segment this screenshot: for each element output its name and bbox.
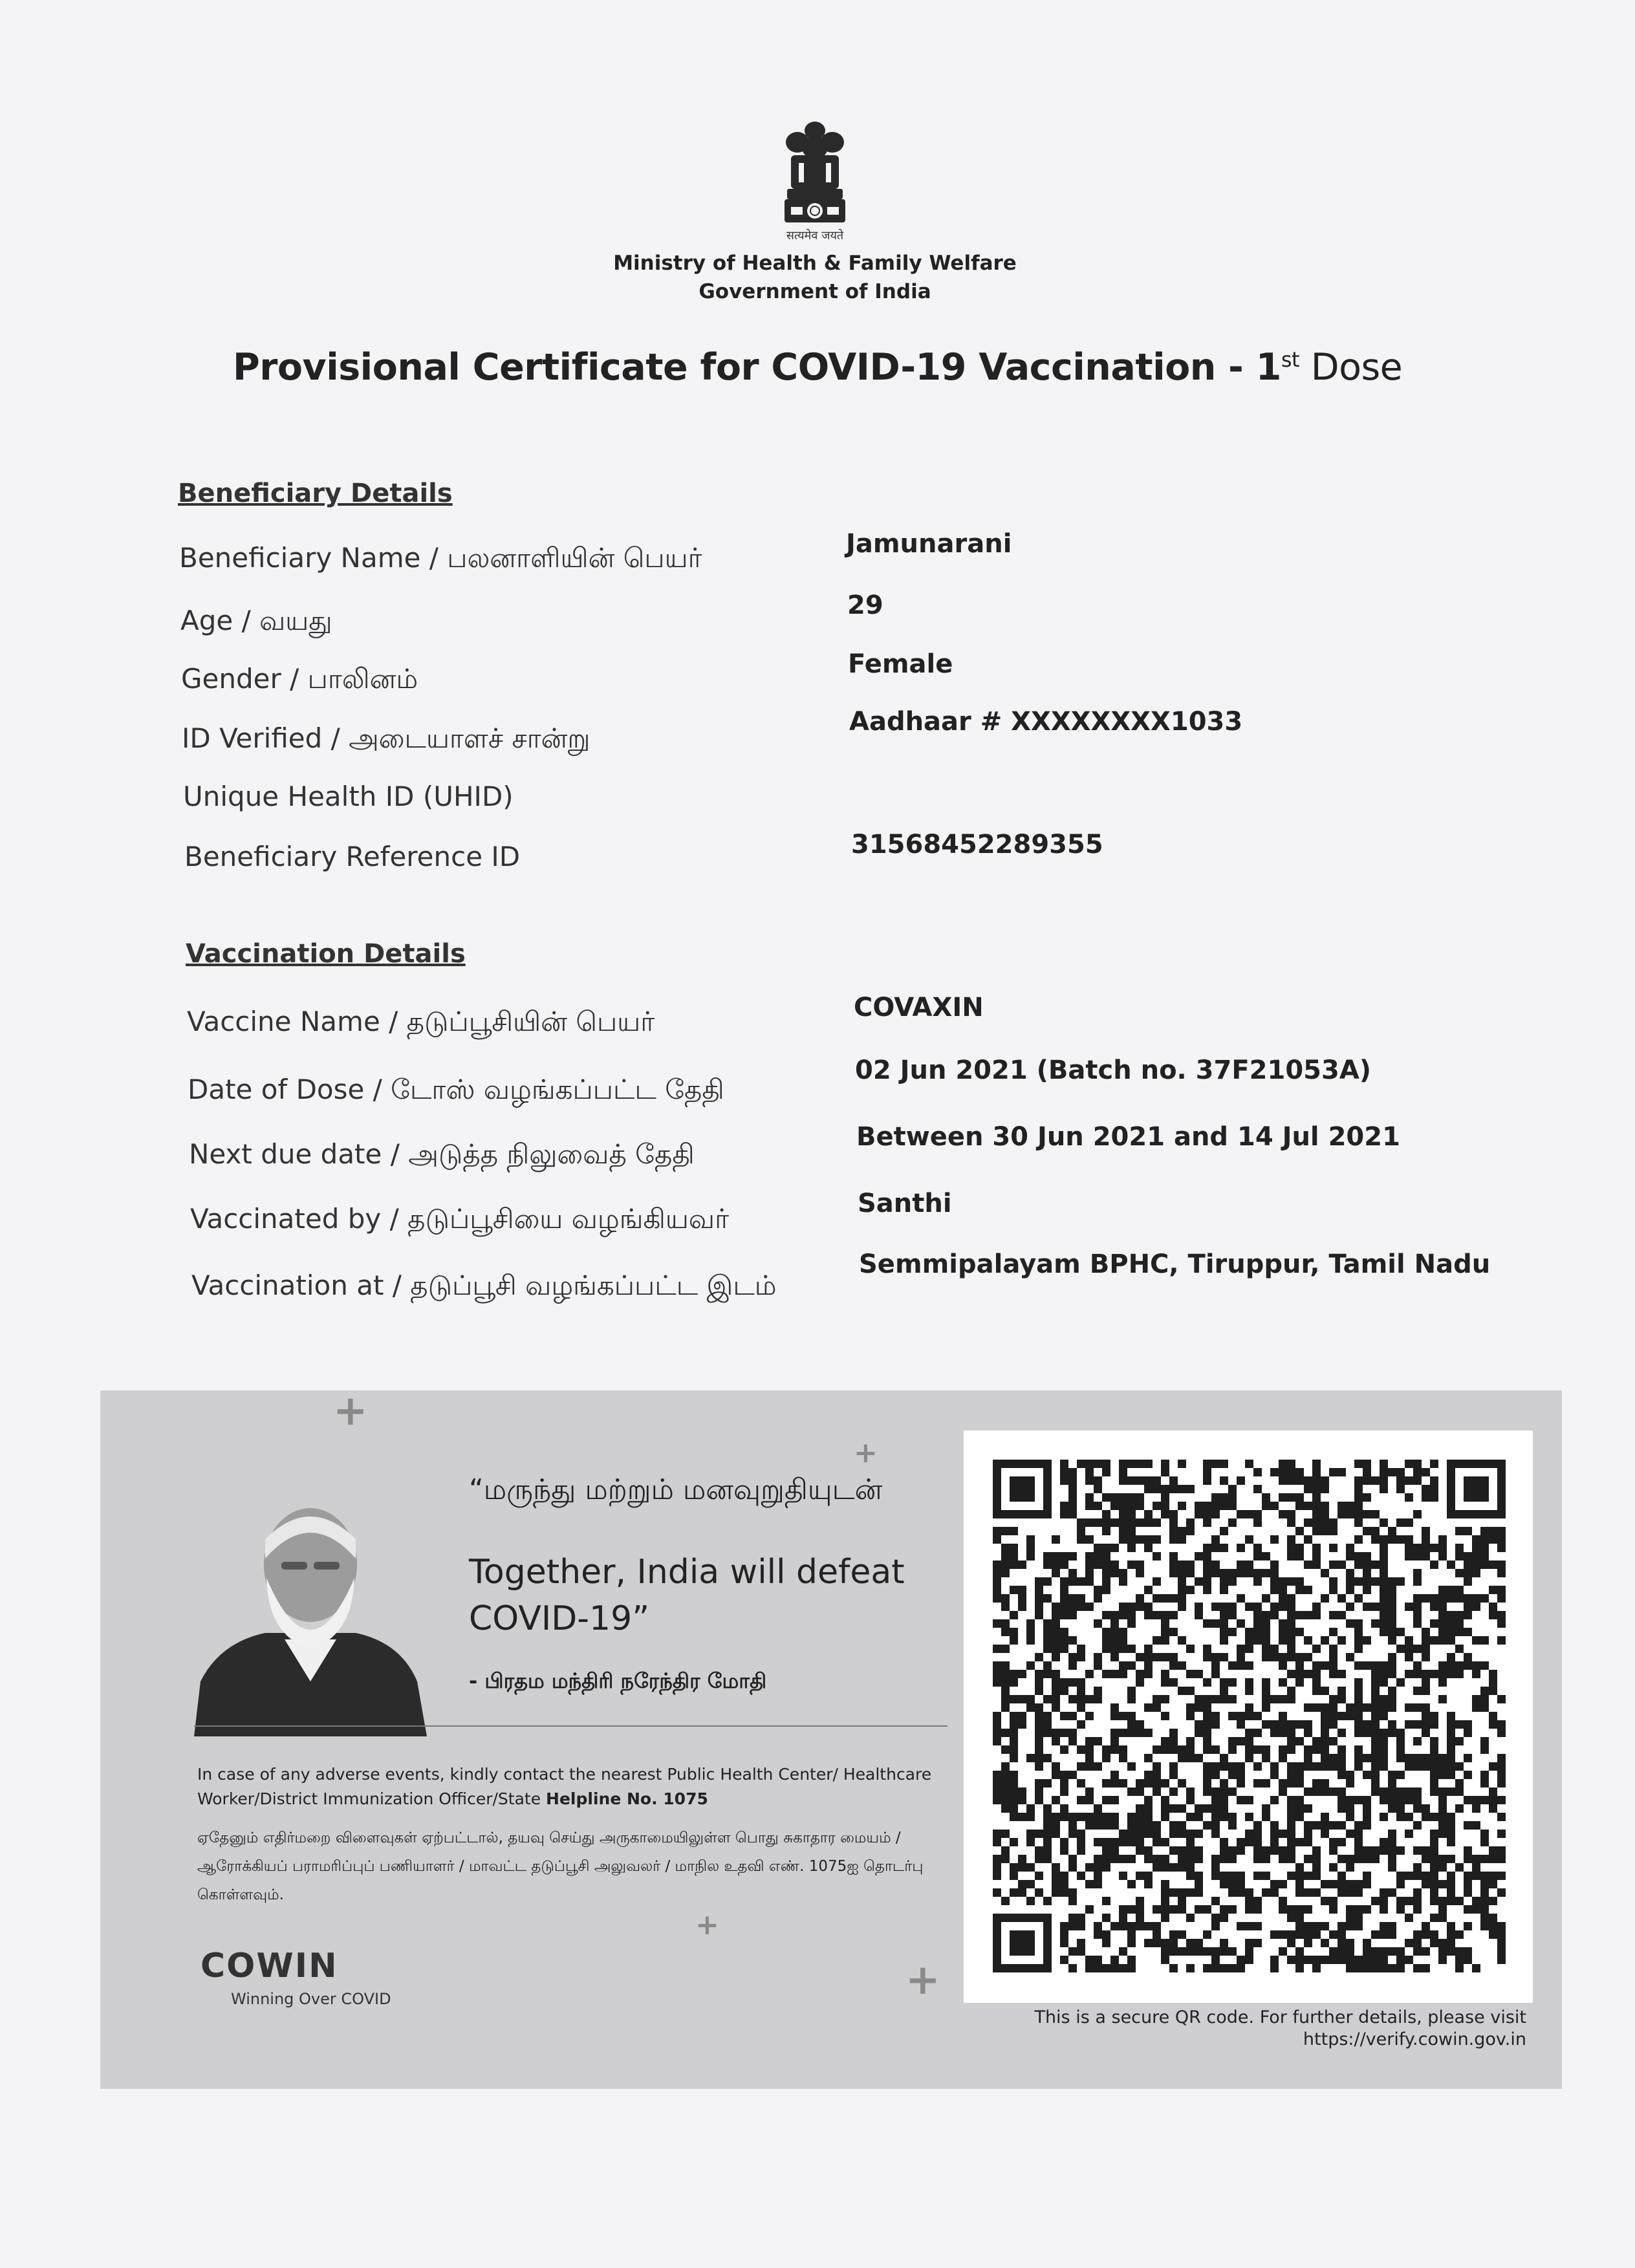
plus-icon: + xyxy=(905,1956,940,2004)
plus-icon: + xyxy=(695,1908,719,1941)
prime-minister-portrait xyxy=(194,1487,427,1736)
beneficiary-reference-id-value: 31568452289355 xyxy=(851,830,1103,859)
helpline-number: Helpline No. 1075 xyxy=(546,1789,708,1808)
age-label: Age / வயது xyxy=(180,605,332,636)
vaccination-at-label: Vaccination at / தடுப்பூசி வழங்கப்பட்ட இடம் xyxy=(191,1269,777,1301)
date-of-dose-label: Date of Dose / டோஸ் வழங்கப்பட்ட தேதி xyxy=(188,1074,724,1105)
quote-attribution: - பிரதம மந்திரி நரேந்திர மோதி xyxy=(469,1669,767,1693)
vaccine-name-value: COVAXIN xyxy=(854,993,984,1022)
next-due-date-label: Next due date / அடுத்த நிலுவைத் தேதி xyxy=(189,1138,695,1170)
qr-modules xyxy=(993,1460,1506,1972)
qr-caption xyxy=(931,2007,1526,2051)
date-of-dose-value: 02 Jun 2021 (Batch no. 37F21053A) xyxy=(855,1055,1372,1085)
title-dose: Dose xyxy=(1299,346,1403,389)
certificate-title xyxy=(233,346,1429,389)
vaccinated-by-value: Santhi xyxy=(858,1189,952,1218)
age-value: 29 xyxy=(847,590,883,620)
next-due-date-value: Between 30 Jun 2021 and 14 Jul 2021 xyxy=(856,1122,1400,1152)
plus-icon: + xyxy=(854,1436,878,1469)
beneficiary-name-value: Jamunarani xyxy=(846,529,1012,559)
beneficiary-name-label: Beneficiary Name / பலனாளியின் பெயர் xyxy=(179,542,702,574)
vaccinated-by-label: Vaccinated by / தடுப்பூசியை வழங்கியவர் xyxy=(190,1203,730,1235)
vaccination-at-value: Semmipalayam BPHC, Tiruppur, Tamil Nadu xyxy=(859,1249,1491,1279)
cowin-logo: COWIN xyxy=(200,1947,338,1985)
beneficiary-reference-id-label: Beneficiary Reference ID xyxy=(184,841,521,872)
divider xyxy=(194,1725,947,1727)
id-verified-value: Aadhaar # XXXXXXXX1033 xyxy=(849,707,1243,737)
cowin-tagline: Winning Over COVID xyxy=(231,1990,391,2008)
beneficiary-details-heading: Beneficiary Details xyxy=(178,479,453,508)
emblem-motto: सत्यमेव जयते xyxy=(786,229,844,243)
plus-icon: + xyxy=(333,1387,368,1435)
title-main: Provisional Certificate for COVID-19 Vaccination - 1 xyxy=(233,346,1281,389)
qr-code xyxy=(964,1431,1533,2003)
gender-value: Female xyxy=(848,649,953,679)
title-superscript: st xyxy=(1281,347,1300,372)
gender-label: Gender / பாலினம் xyxy=(181,663,418,695)
adverse-events-text: In case of any adverse events, kindly contact the nearest Public Health Center/ Healthcare Worker/District Immunization Officer/State xyxy=(197,1765,932,1808)
uhid-label: Unique Health ID (UHID) xyxy=(183,781,514,812)
qr-verify-link[interactable]: https://verify.cowin.gov.in xyxy=(1303,2029,1526,2049)
ministry-name xyxy=(582,249,1048,306)
national-emblem-icon xyxy=(773,116,857,246)
qr-caption-line-1: This is a secure QR code. For further details, please visit xyxy=(1034,2007,1526,2027)
quote-english: Together, India will defeat COVID-19” xyxy=(469,1553,905,1638)
adverse-events-notice-tamil: ஏதேனும் எதிர்மறை விளைவுகள் ஏற்பட்டால், தயவு செய்து அருகாமையிலுள்ள பொது சுகாதார மையம் / ஆரோக்கியப் பராமரிப்புப் பணியாளர் / மாவட்ட தடுப்பூசி அலுவலர் / மாநில உதவி எண். 1075ஐ தொடர்பு கொள்ளவும். xyxy=(197,1830,924,1903)
vaccine-name-label: Vaccine Name / தடுப்பூசியின் பெயர் xyxy=(187,1006,655,1037)
vaccination-details-heading: Vaccination Details xyxy=(186,939,466,969)
ministry-line-1: Ministry of Health & Family Welfare xyxy=(613,252,1017,275)
quote-tamil: “மருந்து மற்றும் மனவுறுதியுடன் xyxy=(469,1473,883,1506)
ministry-line-2: Government of India xyxy=(698,280,931,303)
adverse-events-notice-english xyxy=(197,1762,941,1811)
id-verified-label: ID Verified / அடையாளச் சான்று xyxy=(182,722,590,754)
qr-code-frame xyxy=(964,1431,1533,2003)
